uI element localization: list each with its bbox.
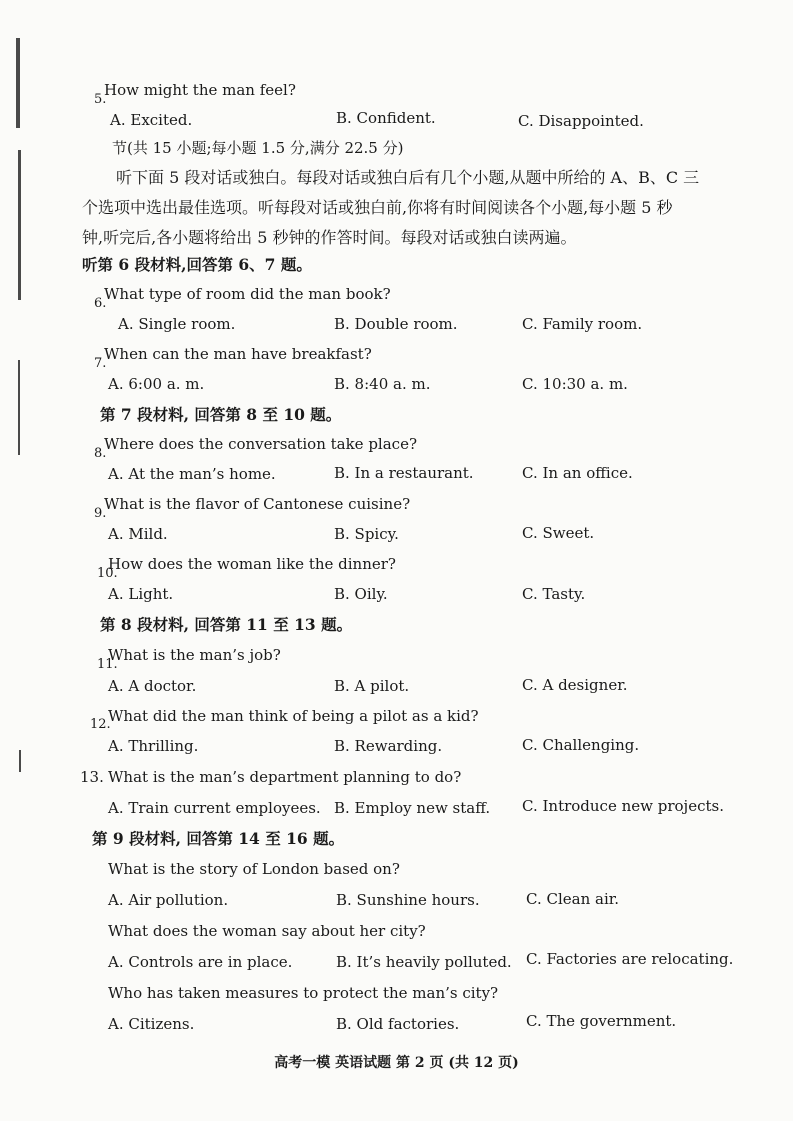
scan-edge-mark [18, 150, 21, 300]
scan-edge-mark [19, 750, 21, 772]
q11-option-b: B. A pilot. [334, 677, 410, 695]
q12-option-b: B. Rewarding. [334, 737, 443, 755]
question-number: 13. [80, 768, 104, 786]
q12-option-c: C. Challenging. [522, 736, 640, 754]
q8-option-c: C. In an office. [522, 464, 633, 482]
q15-option-c: C. Factories are relocating. [526, 950, 734, 968]
q6-option-b: B. Double room. [334, 315, 458, 333]
question-number: 7. [94, 356, 107, 371]
q9-option-c: C. Sweet. [522, 524, 595, 542]
material-7-heading: 第 7 段材料, 回答第 8 至 10 题。 [100, 405, 342, 424]
question-15-text: What does the woman say about her city? [108, 922, 426, 940]
q13-option-b: B. Employ new staff. [334, 799, 491, 817]
q15-option-a: A. Controls are in place. [108, 953, 293, 971]
q5-option-a: A. Excited. [110, 111, 193, 129]
material-9-heading: 第 9 段材料, 回答第 14 至 16 题。 [92, 829, 345, 848]
q14-option-b: B. Sunshine hours. [336, 891, 480, 909]
question-number: 6. [94, 296, 107, 311]
question-13-text: What is the man’s department planning to do? [108, 768, 462, 786]
q10-option-c: C. Tasty. [522, 585, 586, 603]
question-number: 10. [97, 566, 118, 581]
q9-option-a: A. Mild. [108, 525, 168, 543]
q16-option-a: A. Citizens. [108, 1015, 195, 1033]
question-number: 11. [97, 657, 118, 672]
q5-option-c: C. Disappointed. [518, 112, 644, 130]
question-10-text: How does the woman like the dinner? [108, 555, 396, 573]
question-5-text: How might the man feel? [104, 81, 296, 99]
scan-edge-mark [18, 360, 20, 455]
q13-option-c: C. Introduce new projects. [522, 797, 724, 815]
question-12-text: What did the man think of being a pilot as a kid? [108, 707, 479, 725]
question-7-text: When can the man have breakfast? [104, 345, 372, 363]
q14-option-a: A. Air pollution. [108, 891, 229, 909]
instructions-line: 钟,听完后,各小题将给出 5 秒钟的作答时间。每段对话或独白读两遍。 [82, 228, 577, 247]
instructions-line: 听下面 5 段对话或独白。每段对话或独白后有几个小题,从题中所给的 A、B、C 三 [116, 168, 700, 187]
q6-option-c: C. Family room. [522, 315, 643, 333]
question-number: 12. [90, 717, 111, 732]
q8-option-a: A. At the man’s home. [108, 465, 276, 483]
q11-option-c: C. A designer. [522, 676, 628, 694]
q10-option-b: B. Oily. [334, 585, 388, 603]
q7-option-a: A. 6:00 a. m. [108, 375, 205, 393]
question-number: 9. [94, 506, 107, 521]
instructions [82, 163, 722, 253]
q16-option-b: B. Old factories. [336, 1015, 460, 1033]
q13-option-a: A. Train current employees. [108, 799, 321, 817]
q15-option-b: B. It’s heavily polluted. [336, 953, 512, 971]
question-11-text: What is the man’s job? [108, 646, 281, 664]
q14-option-c: C. Clean air. [526, 890, 620, 908]
question-8-text: Where does the conversation take place? [104, 435, 417, 453]
question-16-text: Who has taken measures to protect the man’s city? [108, 984, 499, 1002]
q8-option-b: B. In a restaurant. [334, 464, 474, 482]
q9-option-b: B. Spicy. [334, 525, 399, 543]
question-9-text: What is the flavor of Cantonese cuisine? [104, 495, 411, 513]
section-header: 节(共 15 小题;每小题 1.5 分,满分 22.5 分) [112, 139, 404, 157]
page-footer: 高考一模 英语试题 第 2 页 (共 12 页) [274, 1055, 519, 1071]
q5-option-b: B. Confident. [336, 109, 436, 127]
q10-option-a: A. Light. [108, 585, 174, 603]
material-8-heading: 第 8 段材料, 回答第 11 至 13 题。 [100, 615, 353, 634]
question-14-text: What is the story of London based on? [108, 860, 400, 878]
question-number: 5. [94, 92, 107, 107]
q7-option-b: B. 8:40 a. m. [334, 375, 431, 393]
question-number: 8. [94, 446, 107, 461]
question-6-text: What type of room did the man book? [104, 285, 391, 303]
q6-option-a: A. Single room. [118, 315, 236, 333]
material-6-heading: 听第 6 段材料,回答第 6、7 题。 [82, 255, 312, 274]
q7-option-c: C. 10:30 a. m. [522, 375, 628, 393]
q16-option-c: C. The government. [526, 1012, 677, 1030]
q12-option-a: A. Thrilling. [108, 737, 199, 755]
instructions-line: 个选项中选出最佳选项。听每段对话或独白前,你将有时间阅读各个小题,每小题 5 秒 [82, 198, 673, 217]
q11-option-a: A. A doctor. [108, 677, 197, 695]
scan-edge-mark [16, 38, 20, 128]
